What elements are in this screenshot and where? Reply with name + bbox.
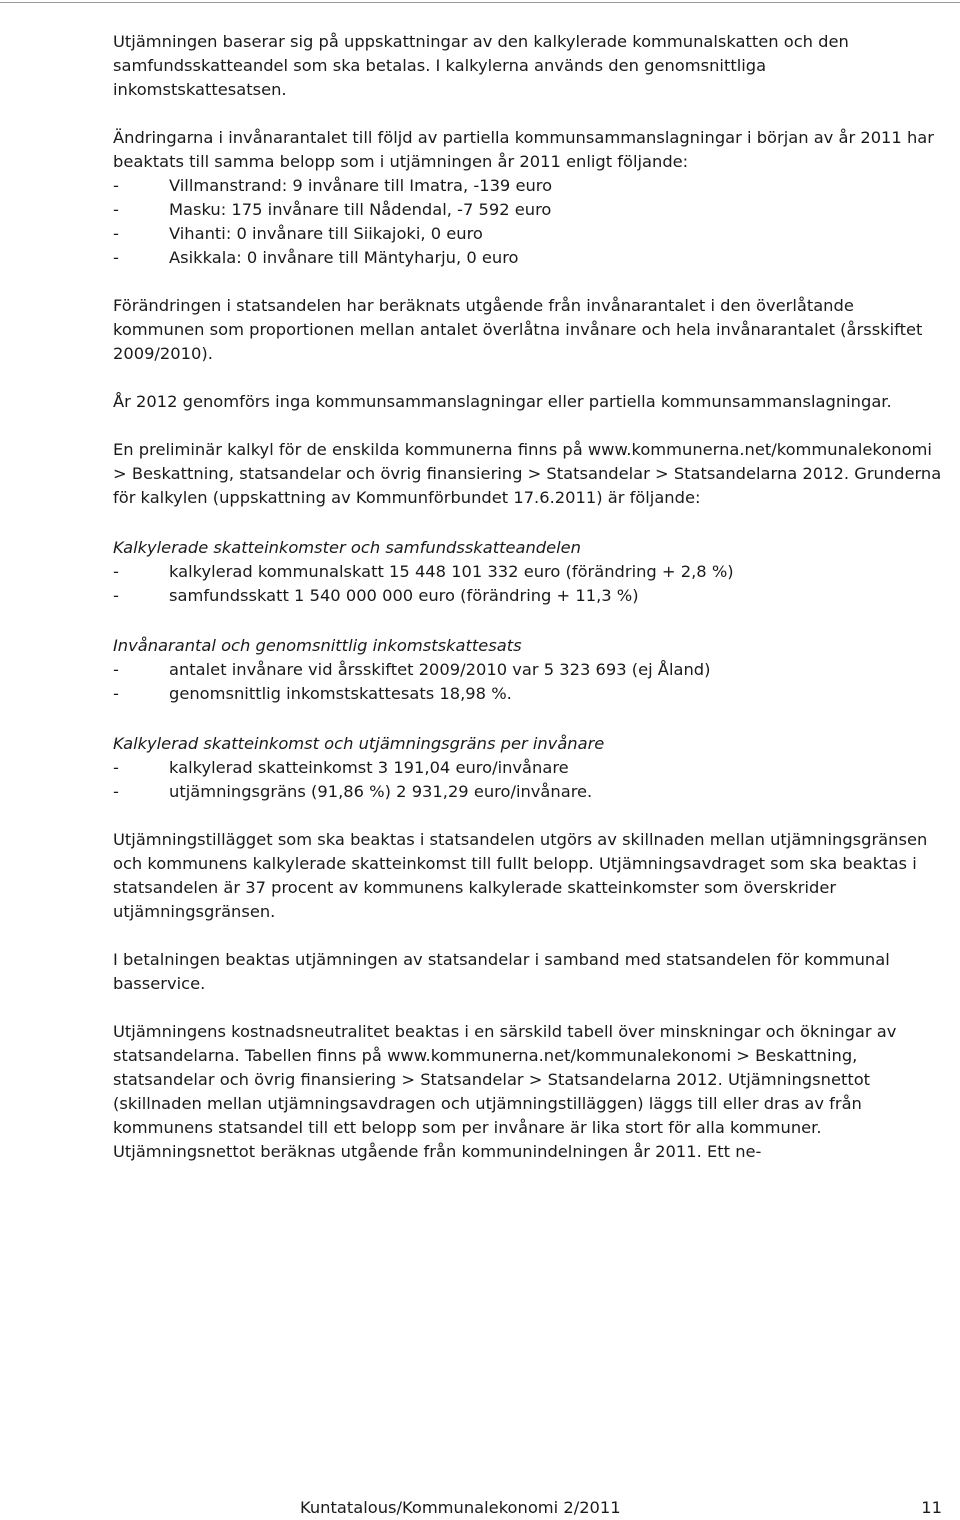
dash-marker: - xyxy=(113,200,119,219)
list-item-text: Masku: 175 invånare till Nådendal, -7 592 euro xyxy=(169,200,552,219)
footer-publication-title: Kuntatalous/Kommunalekonomi 2/2011 xyxy=(300,1498,621,1517)
paragraph-intro: Utjämningen baserar sig på uppskattningar av den kalkylerade kommunalskatten och den samfundsskatteandel som ska betalas. I kalkylerna används den genomsnittliga inkomstskattesatsen. xyxy=(113,32,849,99)
list-item-text: genomsnittlig inkomstskattesats 18,98 %. xyxy=(169,684,512,703)
section-list xyxy=(113,658,943,706)
dash-marker: - xyxy=(113,248,119,267)
list-item xyxy=(113,222,943,246)
list-item-text: kalkylerad kommunalskatt 15 448 101 332 euro (förändring + 2,8 %) xyxy=(169,562,734,581)
list-item-text: Vihanti: 0 invånare till Siikajoki, 0 euro xyxy=(169,224,483,243)
section-heading: Kalkylerade skatteinkomster och samfundsskatteandelen xyxy=(113,538,582,557)
list-item-text: utjämningsgräns (91,86 %) 2 931,29 euro/invånare. xyxy=(169,782,593,801)
paragraph-kostnadsneutralitet: Utjämningens kostnadsneutralitet beaktas i en särskild tabell över minskningar och ökningar av statsandelarna. Tabellen finns på www.kommunerna.net/kommunalekonomi > Beskattning, statsandelar och övrig finansiering > Statsandelar > Statsandelarna 2012. Utjämningsnettot (skillnaden mellan utjämningsavdragen och utjämningstilläggen) läggs till eller dras av från kommunens statsandel till ett belopp som per invånare är lika stort för alla kommuner. Utjämningsnettot beräknas utgående från kommunindelningen år 2011. Ett ne- xyxy=(113,1022,897,1161)
list-item-text: kalkylerad skatteinkomst 3 191,04 euro/invånare xyxy=(169,758,569,777)
list-item xyxy=(113,682,943,706)
footer-page-number: 11 xyxy=(921,1498,942,1517)
list-item-text: antalet invånare vid årsskiftet 2009/2010 var 5 323 693 (ej Åland) xyxy=(169,660,711,679)
list-item xyxy=(113,756,943,780)
paragraph-2012: År 2012 genomförs inga kommunsammanslagningar eller partiella kommunsammanslagningar. xyxy=(113,392,892,411)
paragraph-betalning: I betalningen beaktas utjämningen av statsandelar i samband med statsandelen för kommunal basservice. xyxy=(113,950,890,993)
dash-marker: - xyxy=(113,660,119,679)
paragraph-statsandel-change: Förändringen i statsandelen har beräknats utgående från invånarantalet i den överlåtande kommunen som proportionen mellan antalet överlåtna invånare och hela invånarantalet (årsskiftet 2009/2010). xyxy=(113,296,923,363)
section-list xyxy=(113,560,943,608)
section-heading: Kalkylerad skatteinkomst och utjämningsgräns per invånare xyxy=(113,734,605,753)
list-item xyxy=(113,198,943,222)
section-heading: Invånarantal och genomsnittlig inkomstskattesats xyxy=(113,636,522,655)
dash-marker: - xyxy=(113,782,119,801)
list-item xyxy=(113,246,943,270)
list-item xyxy=(113,780,943,804)
list-item xyxy=(113,658,943,682)
page-footer xyxy=(300,1496,942,1520)
dash-marker: - xyxy=(113,224,119,243)
document-body xyxy=(113,30,943,1164)
paragraph-utjamningstillagg: Utjämningstillägget som ska beaktas i statsandelen utgörs av skillnaden mellan utjämningsgränsen och kommunens kalkylerade skatteinkomst till fullt belopp. Utjämningsavdraget som ska beaktas i statsandelen är 37 procent av kommunens kalkylerade skatteinkomster som överskrider utjämningsgränsen. xyxy=(113,830,928,921)
paragraph-preliminary-calc: En preliminär kalkyl för de enskilda kommunerna finns på www.kommunerna.net/kommunalekonomi > Beskattning, statsandelar och övrig finansiering > Statsandelar > Statsandelarna 2012. Grunderna för kalkylen (uppskattning av Kommunförbundet 17.6.2011) är följande: xyxy=(113,440,942,507)
list-item-text: Villmanstrand: 9 invånare till Imatra, -139 euro xyxy=(169,176,553,195)
list-item xyxy=(113,560,943,584)
dash-marker: - xyxy=(113,176,119,195)
dash-marker: - xyxy=(113,758,119,777)
dash-marker: - xyxy=(113,684,119,703)
list-item xyxy=(113,174,943,198)
list-item xyxy=(113,584,943,608)
paragraph-changes: Ändringarna i invånarantalet till följd av partiella kommunsammanslagningar i början av år 2011 har beaktats till samma belopp som i utjämningen år 2011 enligt följande: xyxy=(113,128,934,171)
list-item-text: Asikkala: 0 invånare till Mäntyharju, 0 euro xyxy=(169,248,519,267)
dash-marker: - xyxy=(113,562,119,581)
section-list xyxy=(113,756,943,804)
dash-marker: - xyxy=(113,586,119,605)
page-top-rule xyxy=(0,2,960,3)
municipal-change-list xyxy=(113,174,943,270)
list-item-text: samfundsskatt 1 540 000 000 euro (förändring + 11,3 %) xyxy=(169,586,639,605)
